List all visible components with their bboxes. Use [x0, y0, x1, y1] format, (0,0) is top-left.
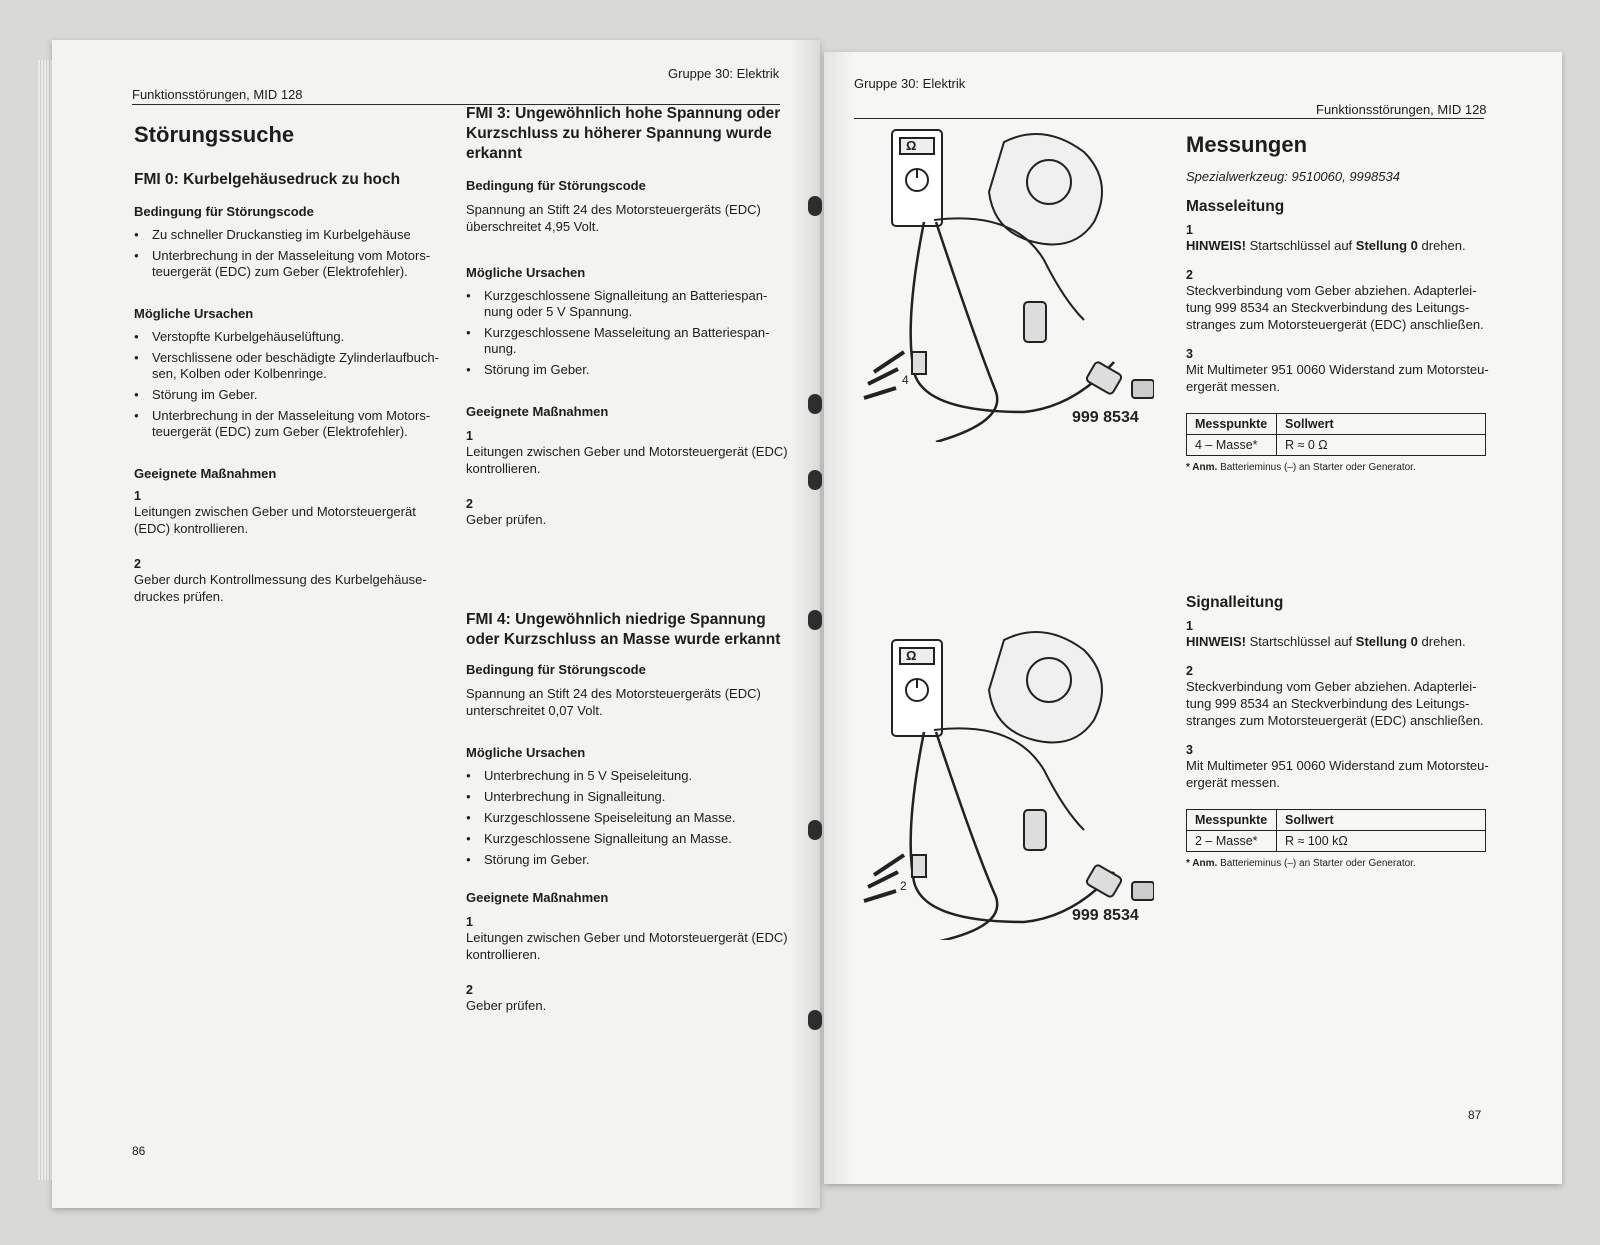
fmi4-step2: Geber prüfen. [466, 998, 547, 1013]
step-number: 2 [466, 983, 473, 997]
fmi0-heading: FMI 0: Kurbelgehäusedruck zu hoch [134, 171, 401, 188]
page-title: Messungen [1186, 132, 1308, 157]
signal-step2: Steckverbindung vom Geber abziehen. Adapterleitung 999 8534 an Steckverbindung des Leitungsstranges zum Motorsteuergerät (EDC) anschließen. [1186, 679, 1484, 728]
step-number: 1 [134, 489, 141, 503]
fmi0-causes-list [134, 329, 452, 440]
step-number: 2 [1186, 268, 1193, 282]
column-2 [466, 104, 788, 1014]
tool-label: 999 8534 [1072, 409, 1139, 426]
binder-hole [808, 394, 822, 414]
fmi0-cond-list [134, 227, 452, 280]
list-item: ● Unterbrechung in der Masseleitung vom Motorsteuergerät (EDC) zum Geber (Elektrofehler). [134, 248, 452, 280]
list-item: ● Kurzgeschlossene Masseleitung an Batteriespannung. [466, 325, 788, 357]
fmi0-step1: Leitungen zwischen Geber und Motorsteuergerät (EDC) kontrollieren. [134, 504, 416, 536]
table-cell: R ≈ 100 kΩ [1277, 831, 1486, 852]
fmi3-measures-heading: Geeignete Maßnahmen [466, 404, 609, 419]
list-item: ● Verstopfte Kurbelgehäuselüftung. [134, 329, 452, 345]
table-header: Messpunkte [1187, 414, 1277, 435]
step-number: 2 [1186, 664, 1193, 678]
fmi3-heading: FMI 3: Ungewöhnlich hohe Spannung oder Kurzschluss zu höherer Spannung wurde erkannt [466, 105, 781, 162]
table-row [1187, 435, 1486, 456]
list-item: ● Unterbrechung in 5 V Speiseleitung. [466, 768, 788, 784]
fmi0-cond-heading: Bedingung für Störungscode [134, 204, 314, 219]
table-header: Sollwert [1277, 414, 1486, 435]
list-item: ● Störung im Geber. [466, 362, 788, 378]
fmi4-measures-heading: Geeignete Maßnahmen [466, 890, 609, 905]
binder-hole [808, 610, 822, 630]
step-number: 1 [1186, 223, 1193, 237]
page-number: 87 [1468, 1108, 1482, 1122]
measurement-illustration-top [854, 122, 1154, 442]
list-item: ● Störung im Geber. [134, 387, 452, 403]
ohm-symbol: Ω [906, 648, 917, 663]
table-cell: 2 – Masse* [1187, 831, 1277, 852]
binder-hole [808, 820, 822, 840]
step-number: 1 [466, 429, 473, 443]
header-right: Gruppe 30: Elektrik [668, 66, 780, 81]
list-item: ● Zu schneller Druckanstieg im Kurbelgehäuse [134, 227, 452, 243]
list-item: ● Kurzgeschlossene Signalleitung an Masse. [466, 831, 788, 847]
header-left: Funktionsstörungen, MID 128 [132, 87, 303, 102]
table-cell: R ≈ 0 Ω [1277, 435, 1486, 456]
measurement-illustration-bottom [854, 620, 1154, 940]
fmi4-causes-list [466, 768, 788, 868]
fmi3-causes-list [466, 288, 788, 378]
masse-table [1186, 413, 1486, 456]
pin-label: 2 [900, 879, 907, 893]
step-number: 3 [1186, 743, 1193, 757]
signal-step3: Mit Multimeter 951 0060 Widerstand zum Motorsteuergerät messen. [1186, 758, 1489, 790]
step-number: 3 [1186, 347, 1193, 361]
page-number: 86 [132, 1144, 146, 1158]
page-title: Störungssuche [134, 122, 295, 147]
fmi3-step1: Leitungen zwischen Geber und Motorsteuergerät (EDC) kontrollieren. [466, 444, 788, 476]
binder-hole [808, 196, 822, 216]
step-number: 2 [134, 557, 141, 571]
binder-hole [808, 1010, 822, 1030]
fmi3-cond-text: Spannung an Stift 24 des Motorsteuergeräts (EDC) überschreitet 4,95 Volt. [466, 202, 761, 234]
right-page [824, 52, 1562, 1184]
table-row [1187, 831, 1486, 852]
table-header: Sollwert [1277, 810, 1486, 831]
table-cell: 4 – Masse* [1187, 435, 1277, 456]
fmi3-step2: Geber prüfen. [466, 512, 547, 527]
left-page [52, 40, 820, 1208]
list-item: ● Störung im Geber. [466, 852, 788, 868]
fmi4-step1: Leitungen zwischen Geber und Motorsteuergerät (EDC) kontrollieren. [466, 930, 788, 962]
footnote: * Anm. Batterieminus (–) an Starter oder Generator. [1186, 858, 1416, 869]
fmi3-causes-heading: Mögliche Ursachen [466, 265, 586, 280]
fmi4-causes-heading: Mögliche Ursachen [466, 745, 586, 760]
fmi3-cond-heading: Bedingung für Störungscode [466, 178, 646, 193]
tool-label: 999 8534 [1072, 907, 1139, 924]
fmi4-cond-text: Spannung an Stift 24 des Motorsteuergeräts (EDC) unterschreitet 0,07 Volt. [466, 686, 761, 718]
masse-heading: Masseleitung [1186, 198, 1285, 215]
header-rule [854, 118, 1484, 119]
special-tools: Spezialwerkzeug: 9510060, 9998534 [1186, 169, 1400, 184]
fmi0-step2: Geber durch Kontrollmessung des Kurbelgehäusedruckes prüfen. [134, 572, 427, 604]
signal-heading: Signalleitung [1186, 594, 1284, 611]
signal-table [1186, 809, 1486, 852]
masse-step3: Mit Multimeter 951 0060 Widerstand zum Motorsteuergerät messen. [1186, 362, 1489, 394]
pin-label: 4 [902, 373, 909, 387]
step-number: 1 [1186, 619, 1193, 633]
fmi4-cond-heading: Bedingung für Störungscode [466, 662, 646, 677]
step-number: 1 [466, 915, 473, 929]
gutter-shadow [824, 52, 854, 1184]
list-item: ● Unterbrechung in der Masseleitung vom Motorsteuergerät (EDC) zum Geber (Elektrofehler). [134, 408, 452, 440]
measurements-column [1186, 132, 1496, 869]
table-header: Messpunkte [1187, 810, 1277, 831]
masse-step1: HINWEIS! Startschlüssel auf Stellung 0 drehen. [1186, 238, 1466, 253]
list-item: ● Verschlissene oder beschädigte Zylinderlaufbuchsen, Kolben oder Kolbenringe. [134, 350, 452, 382]
masse-step2: Steckverbindung vom Geber abziehen. Adapterleitung 999 8534 an Steckverbindung des Leitungsstranges zum Motorsteuergerät (EDC) anschließen. [1186, 283, 1484, 332]
fmi0-causes-heading: Mögliche Ursachen [134, 306, 254, 321]
footnote: * Anm. Batterieminus (–) an Starter oder Generator. [1186, 462, 1416, 473]
fmi0-measures-heading: Geeignete Maßnahmen [134, 466, 277, 481]
column-1 [134, 122, 452, 605]
list-item: ● Kurzgeschlossene Signalleitung an Batteriespannung oder 5 V Spannung. [466, 288, 788, 320]
fmi4-heading: FMI 4: Ungewöhnlich niedrige Spannung oder Kurzschluss an Masse wurde erkannt [466, 611, 781, 648]
ohm-symbol: Ω [906, 138, 917, 153]
header-right: Funktionsstörungen, MID 128 [1316, 102, 1487, 117]
header-left: Gruppe 30: Elektrik [854, 76, 966, 91]
signal-step1: HINWEIS! Startschlüssel auf Stellung 0 drehen. [1186, 634, 1466, 649]
list-item: ● Unterbrechung in Signalleitung. [466, 789, 788, 805]
generator-icon [989, 632, 1102, 743]
list-item: ● Kurzgeschlossene Speiseleitung an Masse. [466, 810, 788, 826]
generator-icon [989, 134, 1102, 245]
step-number: 2 [466, 497, 473, 511]
binder-hole [808, 470, 822, 490]
